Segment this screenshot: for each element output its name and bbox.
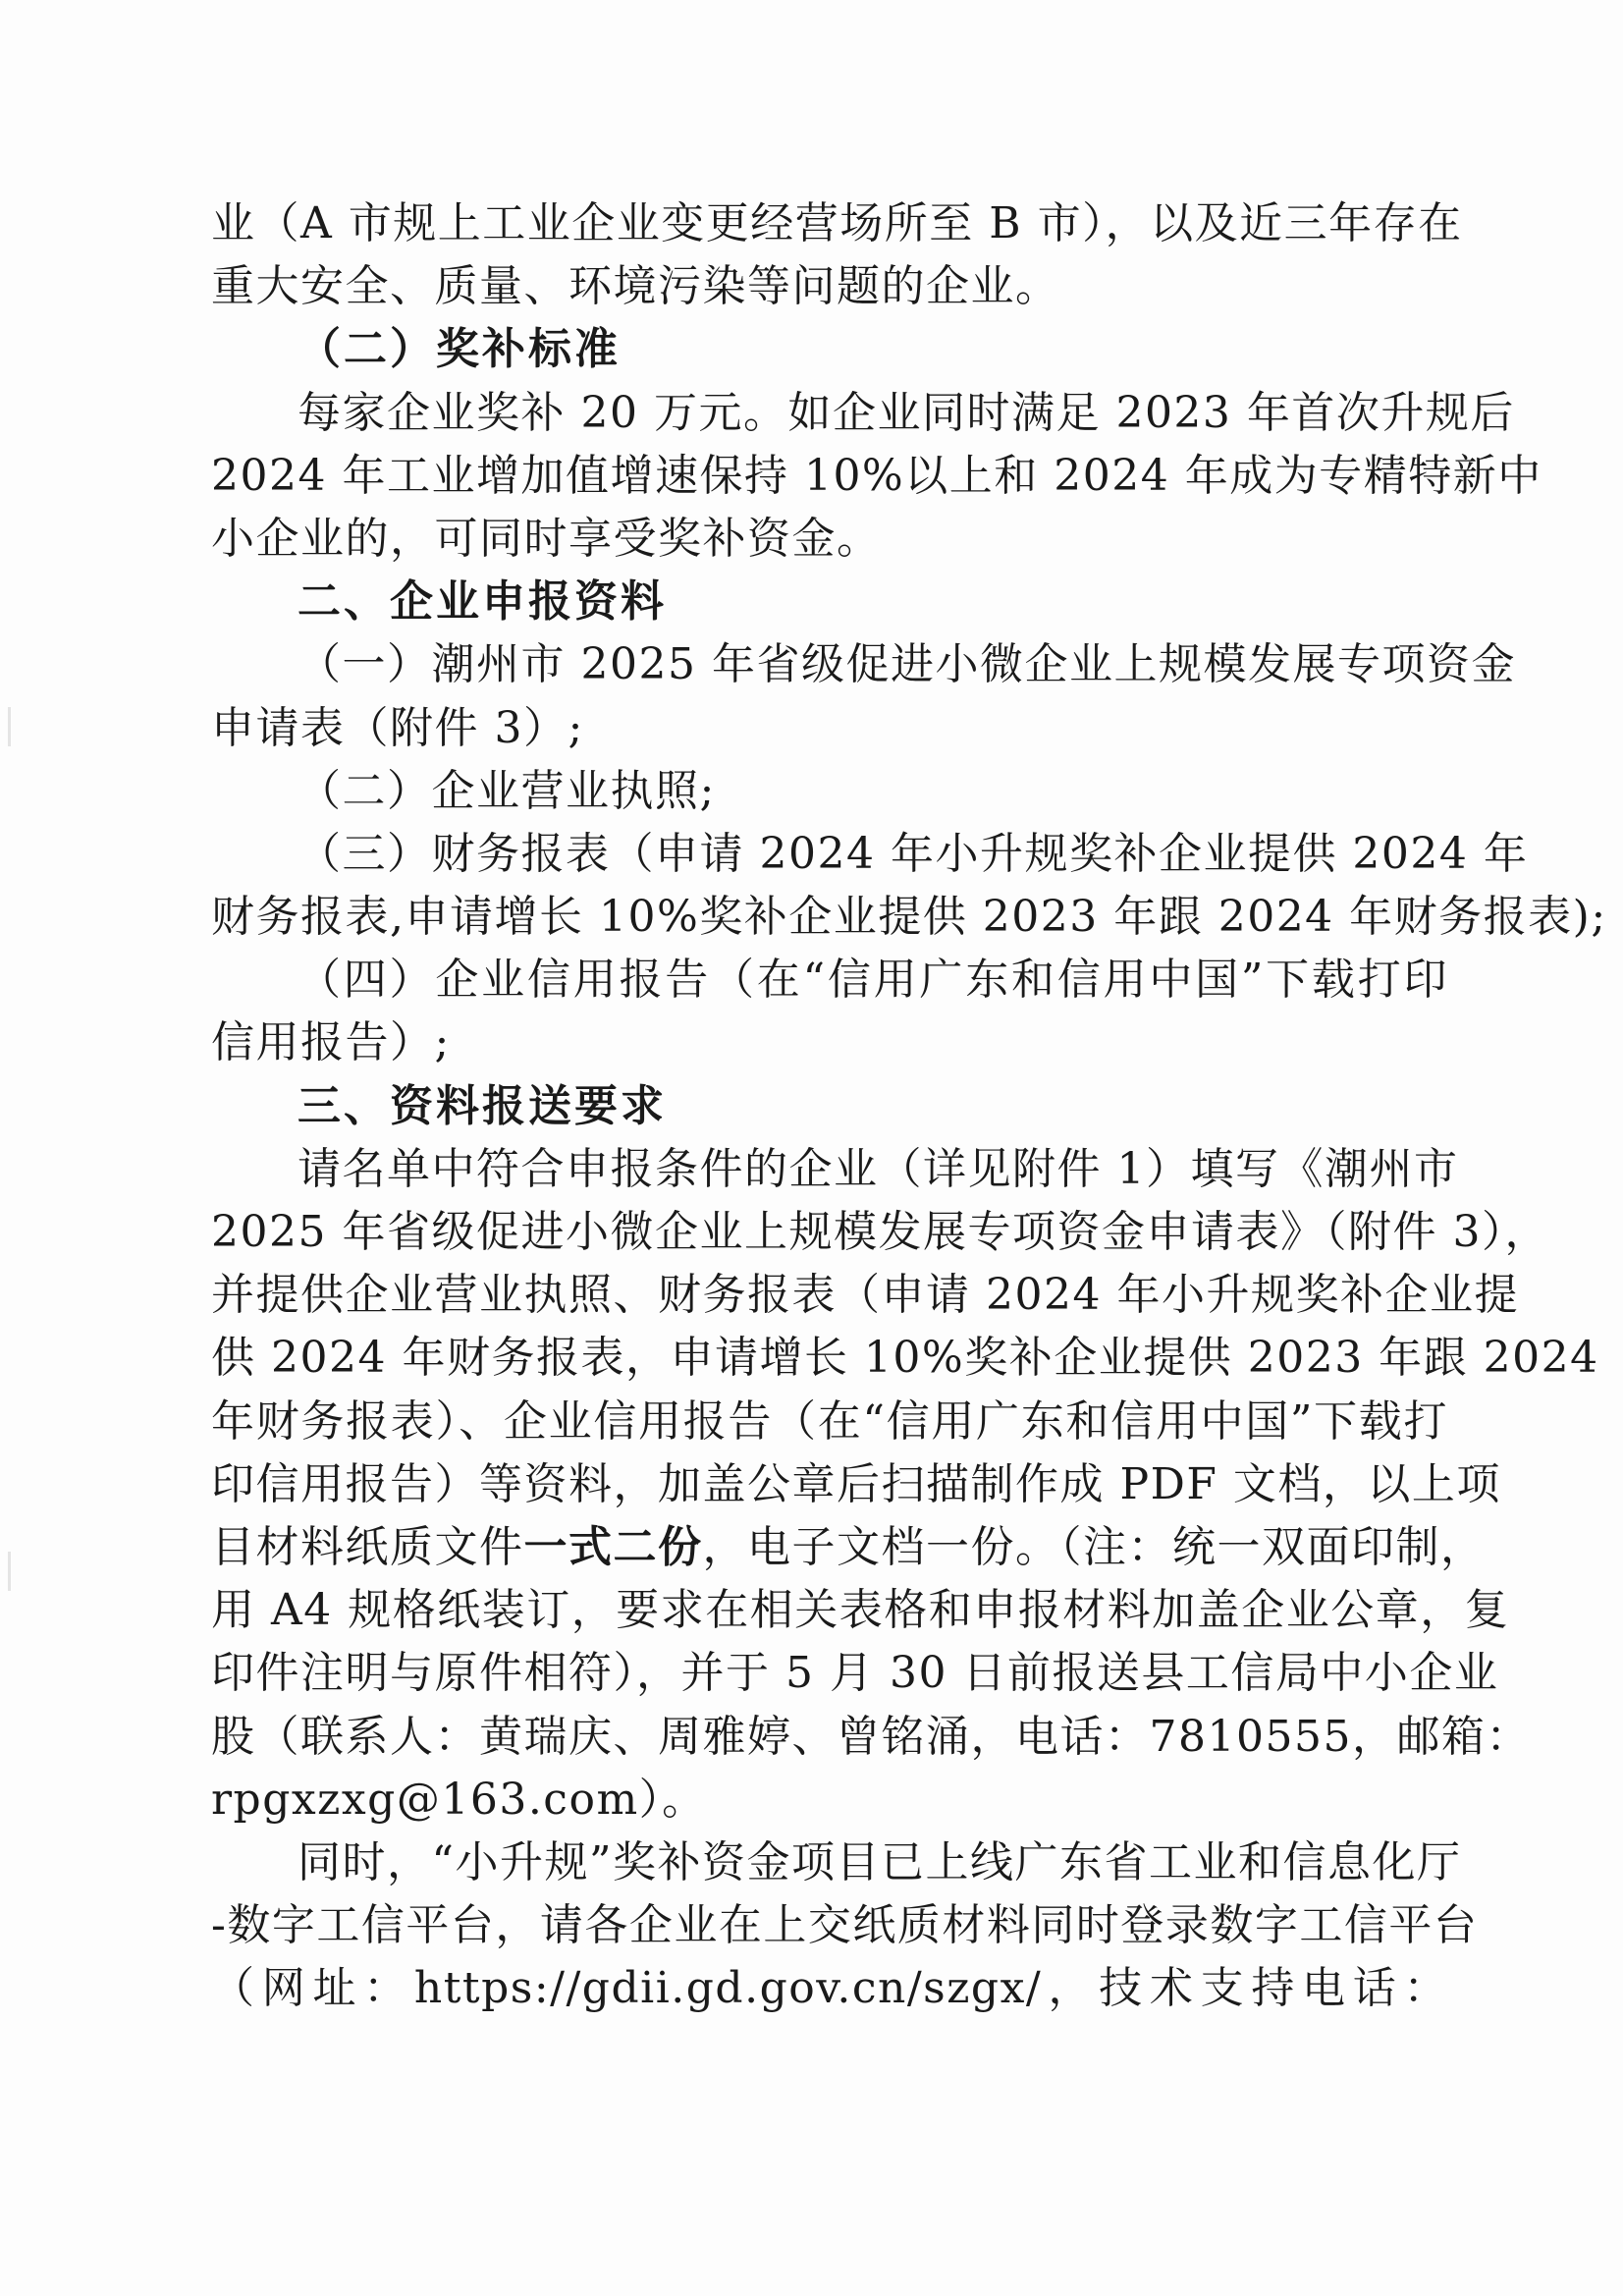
paragraph-line	[211, 1516, 1486, 1579]
paragraph-line: 印信用报告）等资料，加盖公章后扫描制作成 PDF 文档，以上项	[211, 1458, 1501, 1509]
paragraph-line: 业（A 市规上工业企业变更经营场所至 B 市），以及近三年存在	[211, 198, 1463, 248]
paragraph-line: 股（联系人：黄瑞庆、周雅婷、曾铭涌，电话：7810555，邮箱：	[211, 1711, 1531, 1762]
paragraph-line: -数字工信平台，请各企业在上交纸质材料同时登录数字工信平台	[211, 1900, 1479, 1951]
paragraph-line: 申请表（附件 3）;	[211, 702, 584, 753]
paragraph-line: 信用报告）;	[211, 1017, 451, 1068]
paragraph-line: 请名单中符合申报条件的企业（详见附件 1）填写《潮州市	[298, 1143, 1459, 1194]
section-heading: （二）奖补标准	[298, 324, 621, 375]
paragraph-line: 供 2024 年财务报表，申请增长 10%奖补企业提供 2023 年跟 2024	[211, 1333, 1599, 1384]
paragraph-line: （四）企业信用报告（在“信用广东和信用中国”下载打印	[298, 955, 1448, 1006]
paragraph-line: 并提供企业营业执照、财务报表（申请 2024 年小升规奖补企业提	[211, 1270, 1519, 1321]
emphasized-text: 一式二份	[523, 1521, 703, 1572]
paragraph-line: （一）潮州市 2025 年省级促进小微企业上规模发展专项资金	[298, 639, 1516, 690]
section-heading: 二、企业申报资料	[298, 576, 667, 628]
paragraph-line: 用 A4 规格纸装订，要求在相关表格和申报材料加盖企业公章，复	[211, 1585, 1510, 1636]
document-body	[211, 192, 1607, 2020]
paragraph-line: 同时，“小升规”奖补资金项目已上线广东省工业和信息化厅	[298, 1836, 1462, 1887]
paragraph-line: 重大安全、质量、环境污染等问题的企业。	[211, 261, 1060, 312]
paragraph-line: （网址：https://gdii.gd.gov.cn/szgx/，技术支持电话：	[211, 1963, 1448, 2014]
scan-artifact	[8, 707, 11, 746]
paragraph-line: 2025 年省级促进小微企业上规模发展专项资金申请表》（附件 3），	[211, 1207, 1549, 1257]
line-text: 目材料纸质文件	[211, 1521, 524, 1572]
paragraph-line: 年财务报表）、企业信用报告（在“信用广东和信用中国”下载打	[211, 1395, 1448, 1447]
scan-artifact	[8, 1552, 11, 1591]
paragraph-line: 小企业的，可同时享受奖补资金。	[211, 513, 882, 564]
paragraph-line: 财务报表,申请增长 10%奖补企业提供 2023 年跟 2024 年财务报表);	[211, 892, 1607, 943]
section-heading: 三、资料报送要求	[298, 1080, 667, 1131]
paragraph-line: rpgxzxg@163.com）。	[211, 1774, 707, 1825]
paragraph-line: 2024 年工业增加值增速保持 10%以上和 2024 年成为专精特新中	[211, 450, 1542, 501]
paragraph-line: （二）企业营业执照;	[298, 765, 716, 816]
paragraph-line: 每家企业奖补 20 万元。如企业同时满足 2023 年首次升规后	[298, 387, 1515, 438]
line-text: ，电子文档一份。（注：统一双面印制，	[702, 1521, 1486, 1572]
paragraph-line: 印件注明与原件相符），并于 5 月 30 日前报送县工信局中小企业	[211, 1648, 1499, 1699]
paragraph-line: （三）财务报表（申请 2024 年小升规奖补企业提供 2024 年	[298, 828, 1529, 879]
